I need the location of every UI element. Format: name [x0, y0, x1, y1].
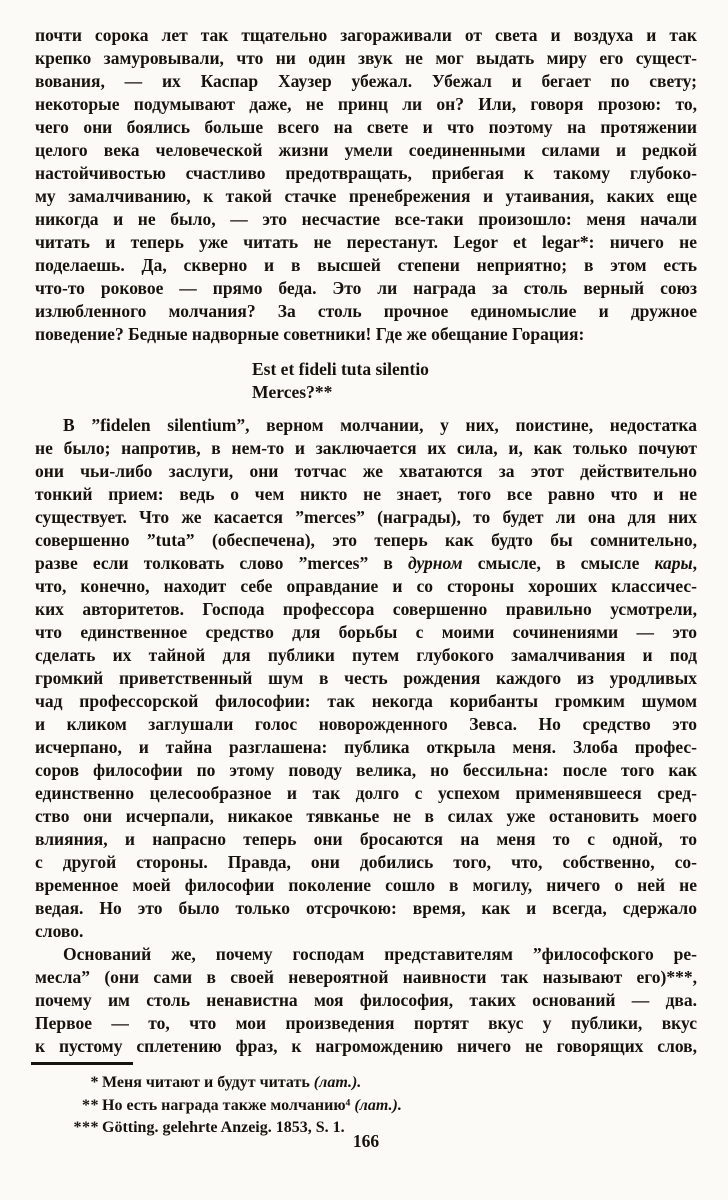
footnotes: [35, 1062, 697, 1140]
text-line: Merces?**: [252, 382, 333, 402]
text-line: почти сорока лет так тщательно загораживали от света и воздуха и так: [35, 25, 697, 45]
paragraph: [35, 414, 697, 943]
page-text: [35, 24, 697, 1140]
text-line: разве если толковать слово ”merces” в дурном смысле, в смысле кары,: [35, 553, 697, 573]
text-line: ство они исчерпали, никакое тявканье не в силах уже остановить моего: [35, 806, 697, 826]
footnote-marker: ***: [73, 1119, 99, 1136]
paragraph: [35, 24, 697, 346]
text-line: вования, — их Каспар Хаузер убежал. Убежал и бегает по свету;: [35, 71, 697, 91]
paragraph: [35, 943, 697, 1058]
text-line: В ”fidelen silentium”, верном молчании, у них, поистине, недостатка: [63, 415, 697, 435]
text-line: поведение? Бедные надворные советники! Где же обещание Горация:: [35, 324, 585, 344]
text-line: целого века человеческой жизни умели соединенными силами и редкой: [35, 140, 697, 160]
text-line: поделаешь. Да, скверно и в высшей степени неприятно; в этом есть: [35, 255, 697, 275]
text-line: что единственное средство для борьбы с моими сочинениями — это: [35, 622, 697, 642]
text-line: не было; напротив, в нем-то и заключается их сила, и, как только почуют: [35, 438, 697, 458]
text-line: Est et fideli tuta silentio: [252, 359, 429, 379]
footnote-marker: **: [82, 1096, 99, 1114]
footnote-text: Меня читают и будут читать (лат.).: [102, 1074, 362, 1091]
text-line: крепко замуровывали, что ни один звук не мог выдать миру его сущест-: [35, 48, 697, 68]
text-line: сделать их тайной для публики путем глубокого замалчивания и под: [35, 645, 697, 665]
text-line: и кликом заглушали голос новорожденного Зевса. Но средство это: [35, 714, 697, 734]
text-line: чад профессорской философии: так некогда корибанты громким шумом: [35, 691, 697, 711]
footnote-item: [35, 1072, 697, 1095]
text-line: слово.: [35, 921, 84, 941]
text-line: единственно целесообразное и так долго с успехом применявшееся сред-: [35, 783, 697, 803]
text-line: совершенно ”tuta” (обеспечена), это теперь как будто бы сомнительно,: [35, 530, 697, 550]
text-line: к пустому сплетению фраз, к нагромождению ничего не говорящих слов,: [35, 1036, 697, 1056]
text-line: му замалчиванию, к такой стачке пренебрежения и утаивания, каких еще: [35, 186, 697, 206]
text-line: соров философии по этому поводу велика, но бессильна: после того как: [35, 760, 697, 780]
text-line: тонкий прием: ведь о чем никто не знает, того все равно что и не: [35, 484, 697, 504]
footnote-text: Götting. gelehrte Anzeig. 1853, S. 1.: [102, 1119, 345, 1136]
text-line: с другой стороны. Правда, они добились того, что, собственно, со-: [35, 852, 697, 872]
footnote-item: [35, 1095, 697, 1118]
text-line: временное моей философии поколение сошло в могилу, ничего о ней не: [35, 875, 697, 895]
text-line: влияния, и напрасно теперь они бросаются на меня то с одной, то: [35, 829, 697, 849]
text-line: что-то роковое — прямо беда. Это ли награда за столь верный союз: [35, 278, 697, 298]
text-line: существует. Что же касается ”merces” (награды), то будет ли она для них: [35, 507, 697, 527]
text-line: читать и теперь уже читать не перестанут. Legor et legar*: ничего не: [35, 232, 697, 252]
block-quote: [252, 358, 697, 404]
text-line: ведая. Но это было только отсрочкою: время, как и всегда, сдержало: [35, 898, 697, 918]
text-line: Оснований же, почему господам представителям ”философского ре-: [63, 944, 697, 964]
text-line: Первое — то, что мои произведения портят вкус у публики, вкус: [35, 1013, 697, 1033]
text-line: настойчивостью счастливо предотвращать, прибегая к такому глубоко-: [35, 163, 697, 183]
text-line: что, конечно, находит себе оправдание и со стороны хороших классичес-: [35, 576, 697, 596]
text-line: чего они боялись больше всего на свете и что поэтому на протяжении: [35, 117, 697, 137]
text-line: ких авторитетов. Господа профессора совершенно правильно усмотрели,: [35, 599, 697, 619]
text-line: они чьи-либо заслуги, они тотчас же хватаются за этот действительно: [35, 461, 697, 481]
text-line: некоторые подумывают даже, не принц ли он? Или, говоря прозою: то,: [35, 94, 697, 114]
footnote-list: [35, 1072, 697, 1140]
text-line: громкий приветственный шум в честь рождения каждого из уродливых: [35, 668, 697, 688]
text-line: месла” (они сами в своей невероятной наивности так называют его)***,: [35, 967, 697, 987]
footnote-divider: [31, 1062, 133, 1065]
text-line: почему им столь ненавистна моя философия, таких оснований — два.: [35, 990, 697, 1010]
footnote-text: Но есть награда также молчанию⁴ (лат.).: [102, 1096, 402, 1114]
footnote-marker: *: [90, 1074, 99, 1091]
text-line: исчерпано, и тайна разглашена: публика открыла меня. Злоба профес-: [35, 737, 697, 757]
text-line: никогда и не было, — это несчастие все-таки произошло: меня начали: [35, 209, 697, 229]
page-number: 166: [352, 1131, 380, 1151]
text-line: излюбленного молчания? За столь прочное единомыслие и дружное: [35, 301, 697, 321]
